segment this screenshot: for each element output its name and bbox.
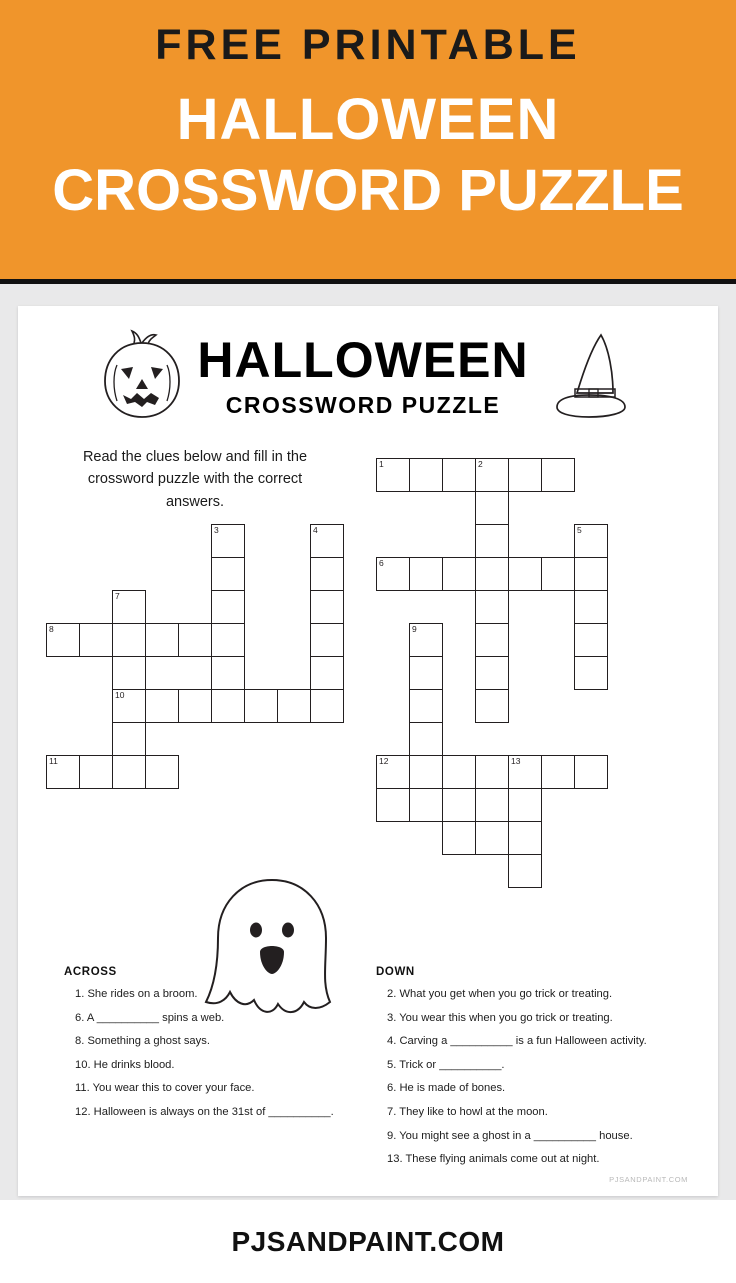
crossword-cell[interactable] [112, 722, 146, 756]
crossword-cell[interactable] [409, 458, 443, 492]
cell-number: 8 [49, 624, 54, 634]
crossword-cell[interactable] [442, 788, 476, 822]
crossword-cell[interactable] [475, 755, 509, 789]
clue-item: 13. These flying animals come out at night. [387, 1153, 600, 1166]
clue-item: 12. Halloween is always on the 31st of __________. [75, 1106, 334, 1119]
crossword-cell[interactable] [112, 755, 146, 789]
crossword-cell[interactable] [376, 788, 410, 822]
crossword-cell[interactable] [574, 656, 608, 690]
crossword-cell[interactable] [211, 689, 245, 723]
sheet-title: HALLOWEEN [197, 332, 529, 388]
crossword-cell[interactable] [112, 656, 146, 690]
crossword-cell[interactable] [508, 755, 542, 789]
clue-item: 5. Trick or __________. [387, 1058, 505, 1071]
crossword-cell[interactable] [574, 755, 608, 789]
crossword-cell[interactable] [541, 557, 575, 591]
crossword-cell[interactable] [409, 788, 443, 822]
clue-item: 1. She rides on a broom. [75, 988, 198, 1000]
crossword-cell[interactable] [376, 458, 410, 492]
crossword-cell[interactable] [112, 623, 146, 657]
crossword-cell[interactable] [508, 557, 542, 591]
crossword-cell[interactable] [475, 656, 509, 690]
crossword-cell[interactable] [310, 656, 344, 690]
crossword-cell[interactable] [475, 491, 509, 525]
crossword-cell[interactable] [475, 557, 509, 591]
sheet-subtitle: CROSSWORD PUZZLE [225, 392, 501, 418]
preview-stage [0, 284, 736, 1200]
cell-number: 2 [478, 459, 483, 469]
crossword-cell[interactable] [475, 458, 509, 492]
banner-line-3: CROSSWORD PUZZLE [52, 157, 684, 223]
crossword-cell[interactable] [211, 590, 245, 624]
crossword-cell[interactable] [277, 689, 311, 723]
clue-item: 8. Something a ghost says. [75, 1035, 210, 1048]
site-name: PJSANDPAINT.COM [231, 1225, 505, 1257]
clue-lists [64, 966, 674, 1176]
crossword-cell[interactable] [574, 590, 608, 624]
crossword-cell[interactable] [508, 821, 542, 855]
crossword-cell[interactable] [475, 524, 509, 558]
crossword-cell[interactable] [574, 623, 608, 657]
clue-item: 6. He is made of bones. [387, 1082, 506, 1095]
crossword-cell[interactable] [475, 689, 509, 723]
crossword-cell[interactable] [178, 623, 212, 657]
cell-number: 1 [379, 459, 384, 469]
crossword-cell[interactable] [475, 788, 509, 822]
crossword-cell[interactable] [574, 557, 608, 591]
crossword-cell[interactable] [211, 656, 245, 690]
banner-line-2: HALLOWEEN [176, 87, 560, 153]
clue-item: 11. You wear this to cover your face. [75, 1082, 255, 1095]
crossword-cell[interactable] [79, 755, 113, 789]
crossword-cell[interactable] [475, 590, 509, 624]
crossword-cell[interactable] [112, 689, 146, 723]
crossword-cell[interactable] [145, 689, 179, 723]
witch-hat-icon [541, 329, 637, 426]
down-heading: DOWN [376, 966, 415, 978]
crossword-cell[interactable] [475, 623, 509, 657]
crossword-cell[interactable] [310, 689, 344, 723]
crossword-cell[interactable] [376, 557, 410, 591]
crossword-cell[interactable] [46, 623, 80, 657]
crossword-cell[interactable] [442, 821, 476, 855]
crossword-cell[interactable] [508, 788, 542, 822]
crossword-cell[interactable] [409, 623, 443, 657]
crossword-cell[interactable] [211, 524, 245, 558]
crossword-cell[interactable] [310, 623, 344, 657]
crossword-cell[interactable] [409, 557, 443, 591]
crossword-cell[interactable] [79, 623, 113, 657]
crossword-cell[interactable] [211, 557, 245, 591]
crossword-cell[interactable] [409, 656, 443, 690]
clue-item: 6. A __________ spins a web. [75, 1011, 225, 1024]
crossword-cell[interactable] [409, 689, 443, 723]
crossword-cell[interactable] [508, 458, 542, 492]
across-column [64, 966, 354, 1176]
crossword-cell[interactable] [145, 755, 179, 789]
crossword-grid[interactable] [46, 458, 690, 958]
crossword-cell[interactable] [211, 623, 245, 657]
crossword-cell[interactable] [310, 557, 344, 591]
crossword-cell[interactable] [112, 590, 146, 624]
clue-item: 7. They like to howl at the moon. [387, 1106, 548, 1119]
watermark: PJSANDPAINT.COM [609, 1175, 688, 1184]
clue-item: 9. You might see a ghost in a __________ house. [387, 1129, 633, 1142]
crossword-cell[interactable] [310, 590, 344, 624]
crossword-cell[interactable] [145, 623, 179, 657]
crossword-cell[interactable] [442, 458, 476, 492]
clue-item: 2. What you get when you go trick or treating. [387, 988, 613, 1000]
jack-o-lantern-icon [99, 329, 185, 426]
cell-number: 10 [115, 690, 125, 700]
crossword-cell[interactable] [178, 689, 212, 723]
sheet-title-block [197, 332, 529, 419]
header-banner [0, 0, 736, 284]
crossword-cell[interactable] [508, 854, 542, 888]
crossword-cell[interactable] [574, 524, 608, 558]
cell-number: 6 [379, 558, 384, 568]
down-column [376, 966, 666, 1176]
banner-line-1: FREE PRINTABLE [155, 21, 581, 69]
cell-number: 5 [577, 525, 582, 535]
cell-number: 4 [313, 525, 318, 535]
crossword-cell[interactable] [310, 524, 344, 558]
cell-number: 13 [511, 756, 521, 766]
cell-number: 12 [379, 756, 389, 766]
crossword-cell[interactable] [442, 755, 476, 789]
crossword-cell[interactable] [409, 755, 443, 789]
cell-number: 7 [115, 591, 120, 601]
cell-number: 3 [214, 525, 219, 535]
cell-number: 9 [412, 624, 417, 634]
clue-item: 3. You wear this when you go trick or treating. [387, 1011, 613, 1024]
sheet-title-row [46, 322, 690, 432]
crossword-cell[interactable] [442, 557, 476, 591]
printable-sheet [18, 306, 718, 1196]
across-heading: ACROSS [64, 966, 117, 978]
crossword-cell[interactable] [46, 755, 80, 789]
crossword-cell[interactable] [475, 821, 509, 855]
cell-number: 11 [49, 756, 58, 766]
crossword-cell[interactable] [409, 722, 443, 756]
crossword-cell[interactable] [541, 755, 575, 789]
clue-item: 10. He drinks blood. [75, 1058, 175, 1071]
crossword-cell[interactable] [244, 689, 278, 723]
clue-item: 4. Carving a __________ is a fun Halloween activity. [387, 1035, 647, 1048]
instructions-text: Read the clues below and fill in the crossword puzzle with the correct answers. [82, 449, 308, 510]
crossword-cell[interactable] [376, 755, 410, 789]
crossword-cell[interactable] [541, 458, 575, 492]
footer [0, 1200, 736, 1283]
